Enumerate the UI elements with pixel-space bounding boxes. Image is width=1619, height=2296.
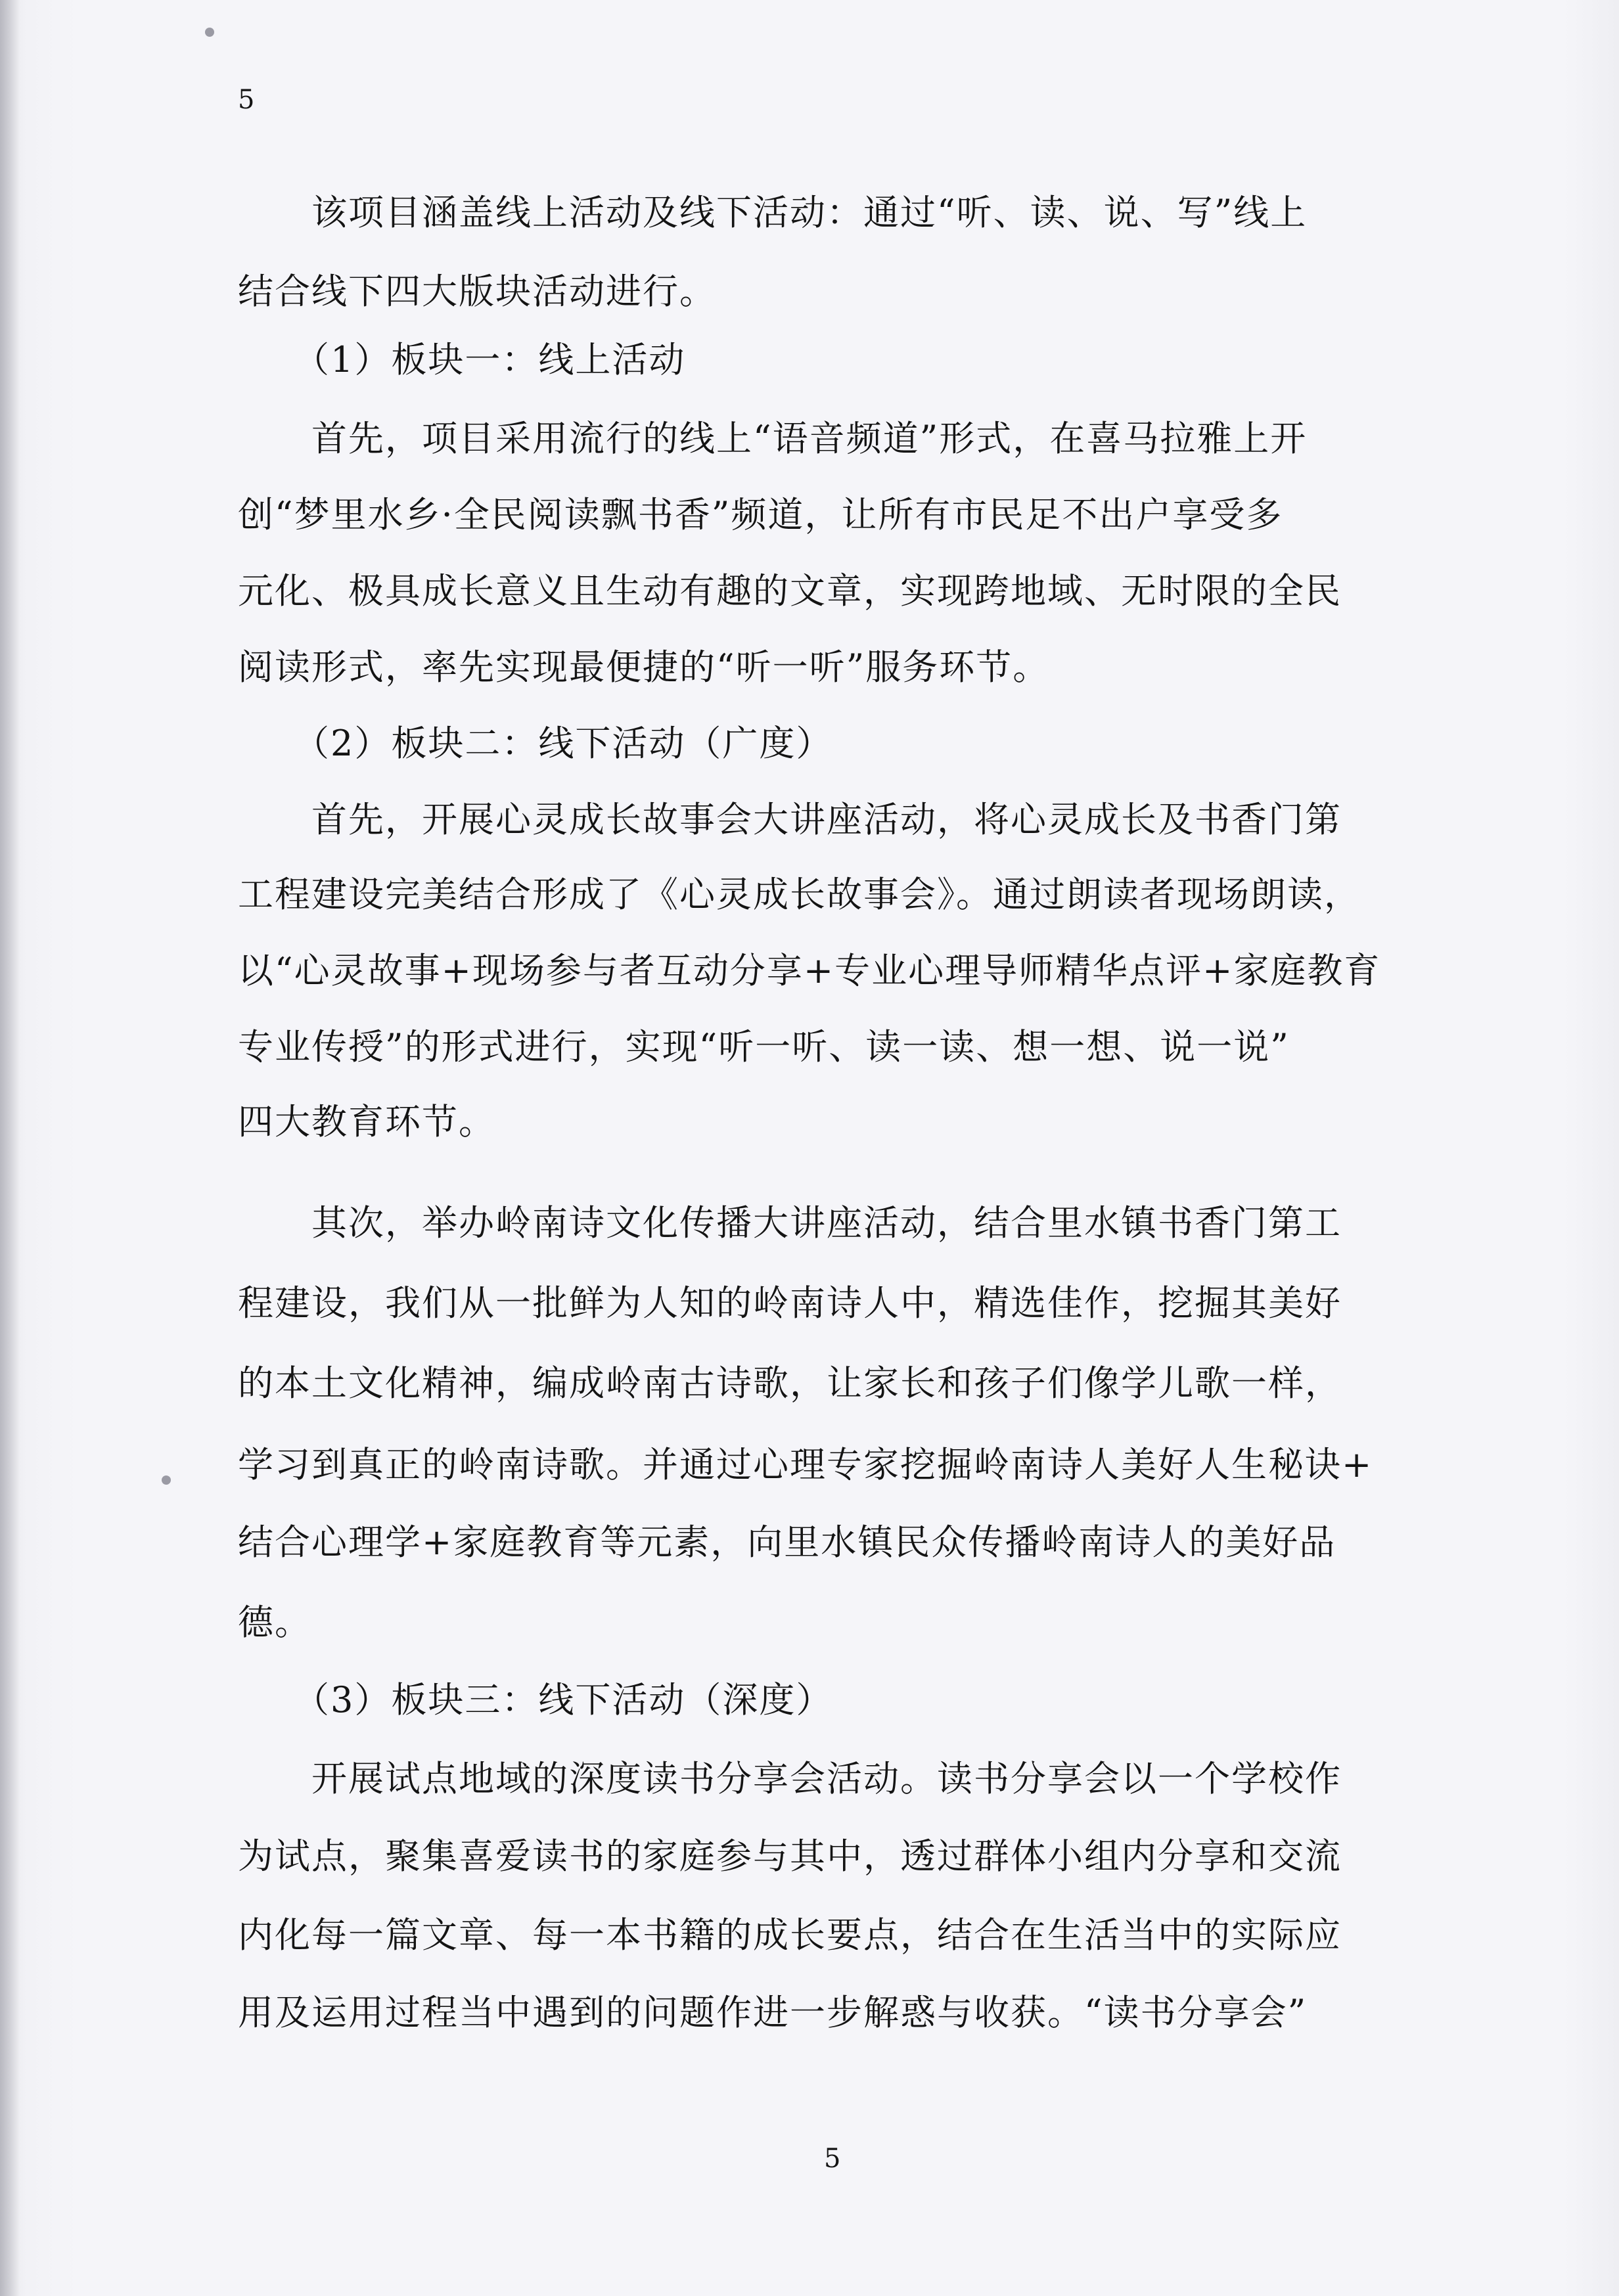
text-line: 学习到真正的岭南诗歌。并通过心理专家挖掘岭南诗人美好人生秘诀+	[238, 1444, 1373, 1485]
text-line: 工程建设完美结合形成了《心灵成长故事会》。通过朗读者现场朗读，	[238, 874, 1361, 915]
text-line: 内化每一篇文章、每一本书籍的成长要点，结合在生活当中的实际应	[238, 1914, 1342, 1956]
text-line: 阅读形式，率先实现最便捷的“听一听”服务环节。	[238, 646, 1050, 688]
text-line: 用及运用过程当中遇到的问题作进一步解惑与收获。“读书分享会”	[238, 1992, 1308, 2033]
section-heading: （1）板块一：线上活动	[238, 339, 686, 380]
scan-speck	[162, 1475, 171, 1485]
scan-edge-shadow	[0, 0, 20, 2296]
text-line: 结合线下四大版块活动进行。	[238, 271, 716, 312]
section-heading: （3）板块三：线下活动（深度）	[238, 1679, 833, 1721]
footer-page-number: 5	[824, 2144, 841, 2174]
text-line: 首先，项目采用流行的线上“语音频道”形式，在喜马拉雅上开	[238, 418, 1308, 459]
text-line: 德。	[238, 1602, 311, 1643]
text-line: 元化、极具成长意义且生动有趣的文章，实现跨地域、无时限的全民	[238, 570, 1342, 612]
section-heading: （2）板块二：线下活动（广度）	[238, 723, 833, 764]
text-line: 为试点，聚集喜爱读书的家庭参与其中，透过群体小组内分享和交流	[238, 1835, 1342, 1877]
text-line: 的本土文化精神，编成岭南古诗歌，让家长和孩子们像学儿歌一样，	[238, 1362, 1342, 1404]
text-line: 结合心理学+家庭教育等元素，向里水镇民众传播岭南诗人的美好品	[238, 1521, 1336, 1563]
scan-speck	[205, 28, 214, 37]
text-line: 专业传授”的形式进行，实现“听一听、读一读、想一想、说一说”	[238, 1026, 1290, 1068]
text-line: 四大教育环节。	[238, 1101, 495, 1142]
text-line: 开展试点地域的深度读书分享会活动。读书分享会以一个学校作	[238, 1758, 1342, 1799]
text-line: 首先，开展心灵成长故事会大讲座活动，将心灵成长及书香门第	[238, 799, 1342, 840]
corner-page-number: 5	[238, 85, 255, 115]
text-line: 该项目涵盖线上活动及线下活动：通过“听、读、说、写”线上	[238, 192, 1308, 233]
text-line: 程建设，我们从一批鲜为人知的岭南诗人中，精选佳作，挖掘其美好	[238, 1282, 1342, 1324]
text-line: 创“梦里水乡·全民阅读飘书香”频道，让所有市民足不出户享受多	[238, 494, 1283, 535]
text-line: 其次，举办岭南诗文化传播大讲座活动，结合里水镇书香门第工	[238, 1202, 1342, 1244]
text-line: 以“心灵故事+现场参与者互动分享+专业心理导师精华点评+家庭教育	[238, 950, 1381, 991]
